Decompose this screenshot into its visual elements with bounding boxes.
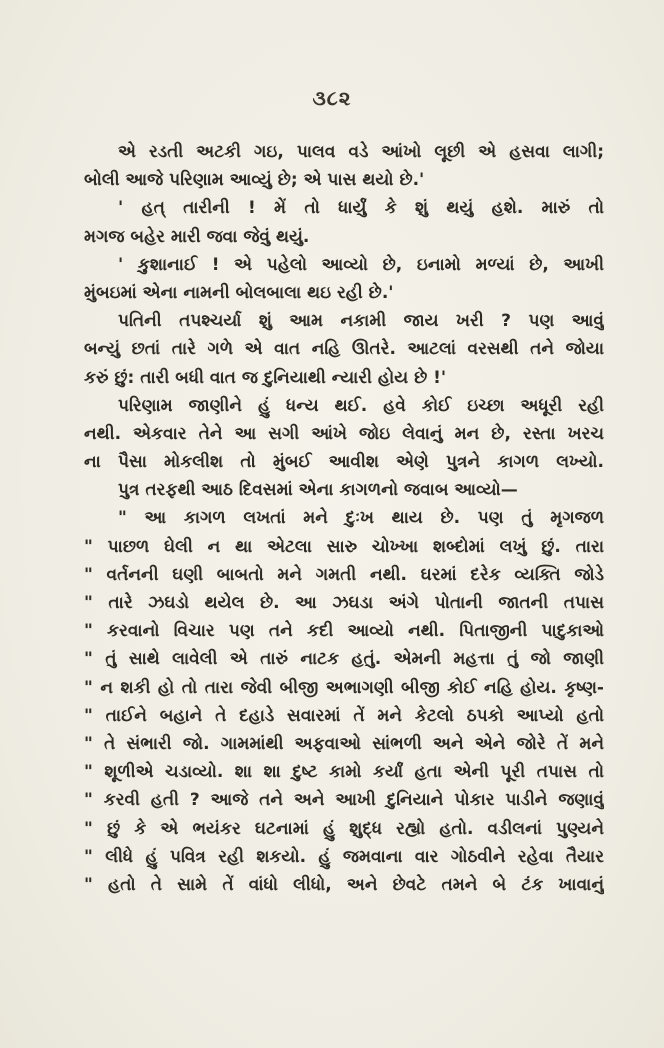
text-line: ' કુશાનાઈ ! એ પહેલો આવ્યો છે, ઇનામો મળ્યાં છે, આખી <box>118 254 604 275</box>
text-line: " લીધે હું પવિત્ર રહી શકયો. હું જમવાના વાર ગોઠવીને રહેવા તૈયાર <box>84 846 604 867</box>
text-line: " આ કાગળ લખતાં મને દુઃખ થાય છે. પણ તું મૃગજળ <box>118 508 604 529</box>
text-line: પતિની તપશ્ચર્યા શું આમ નકામી જાય ખરી ? પણ આવું <box>118 311 604 332</box>
text-line: " પાછળ ઘેલી ન થા એટલા સારુ ચોખ્ખા શબ્દોમાં લખું છું. તારા <box>84 536 604 557</box>
text-line: " તારે ઝઘડો થયેલ છે. આ ઝઘડા અંગે પોતાની જાતની તપાસ <box>84 593 604 613</box>
text-line: પરિણામ જાણીને હું ધન્ય થઈ. હવે કોઈ ઇચ્છા અધૂરી રહી <box>118 395 604 416</box>
text-line: એ રડતી અટકી ગઇ, પાલવ વડે આંખો લૂછી એ હસવા લાગી; <box>118 142 604 162</box>
text-line: " કરવાનો વિચાર પણ તને કદી આવ્યો નથી. પિતાજીની પાદુકાઓ <box>84 621 604 642</box>
text-line: મગજ બહેર મારી જવા જેવું થયું. <box>84 226 310 247</box>
text-line: પુત્ર તરફથી આઠ દિવસમાં એના કાગળનો જવાબ આવ્યો— <box>118 480 518 501</box>
text-line: " તે સંભારી જો. ગામમાંથી અફવાઓ સાંભળી અને એને જોરે તેં મને <box>84 733 604 754</box>
text-line: " તાઈને બહાને તે દહાડે સવારમાં તેં મને કેટલો ઠપકો આપ્યો હતો <box>84 705 604 726</box>
page-number: ૩૮૨ <box>312 86 352 110</box>
text-line: કરું છું: તારી બધી વાત જ દુનિયાથી ન્યારી હોય છે !' <box>84 367 447 388</box>
text-line: બોલી આજે પરિણામ આવ્યું છે; એ પાસ થયો છે.' <box>84 170 425 191</box>
text-line: " છું કે એ ભયંકર ઘટનામાં હું શુદ્ધ રહ્યો હતો. વડીલનાં પુણ્યને <box>84 818 604 839</box>
text-line: " વર્તનની ઘણી બાબતો મને ગમતી નથી. ઘરમાં દરેક વ્યક્તિ જોડે <box>84 564 604 585</box>
text-line: બન્યું છતાં તારે ગળે એ વાત નહિ ઊતરે. આટલાં વરસથી તને જોયા <box>84 339 604 360</box>
text-line: " તું સાથે લાવેલી એ તારું નાટક હતું. એમની મહત્તા તું જો જાણી <box>84 649 604 670</box>
body-text <box>84 138 604 899</box>
text-line: ના પૈસા મોકલીશ તો મુંબઈ આવીશ એણે પુત્રને કાગળ લખ્યો. <box>84 452 604 473</box>
text-line: નથી. એકવાર તેને આ સગી આંખે જોઇ લેવાનું મન છે, રસ્તા ખરચ <box>84 423 604 444</box>
text-line: " કરવી હતી ? આજે તને અને આખી દુનિયાને પોકાર પાડીને જણાવું <box>84 790 604 811</box>
text-line: " હતો તે સામે તેં વાંધો લીધો, અને છેવટે તમને બે ટંક ખાવાનું <box>84 874 604 895</box>
text-line: " ન શકી હો તો તારા જેવી બીજી અભાગણી બીજી કોઈ નહિ હોય. કૃષ્ણ- <box>84 677 604 698</box>
text-line: " શૂળીએ ચડાવ્યો. શા શા દુષ્ટ કામો કર્યાં હતા એની પૂરી તપાસ તો <box>84 762 604 783</box>
text-line: મુંબઇમાં એના નામની બોલબાલા થઇ રહી છે.' <box>84 282 394 303</box>
text-line: ' હત્ તારીની ! મેં તો ધાર્યું કે શું થયું હશે. મારું તો <box>118 198 604 219</box>
